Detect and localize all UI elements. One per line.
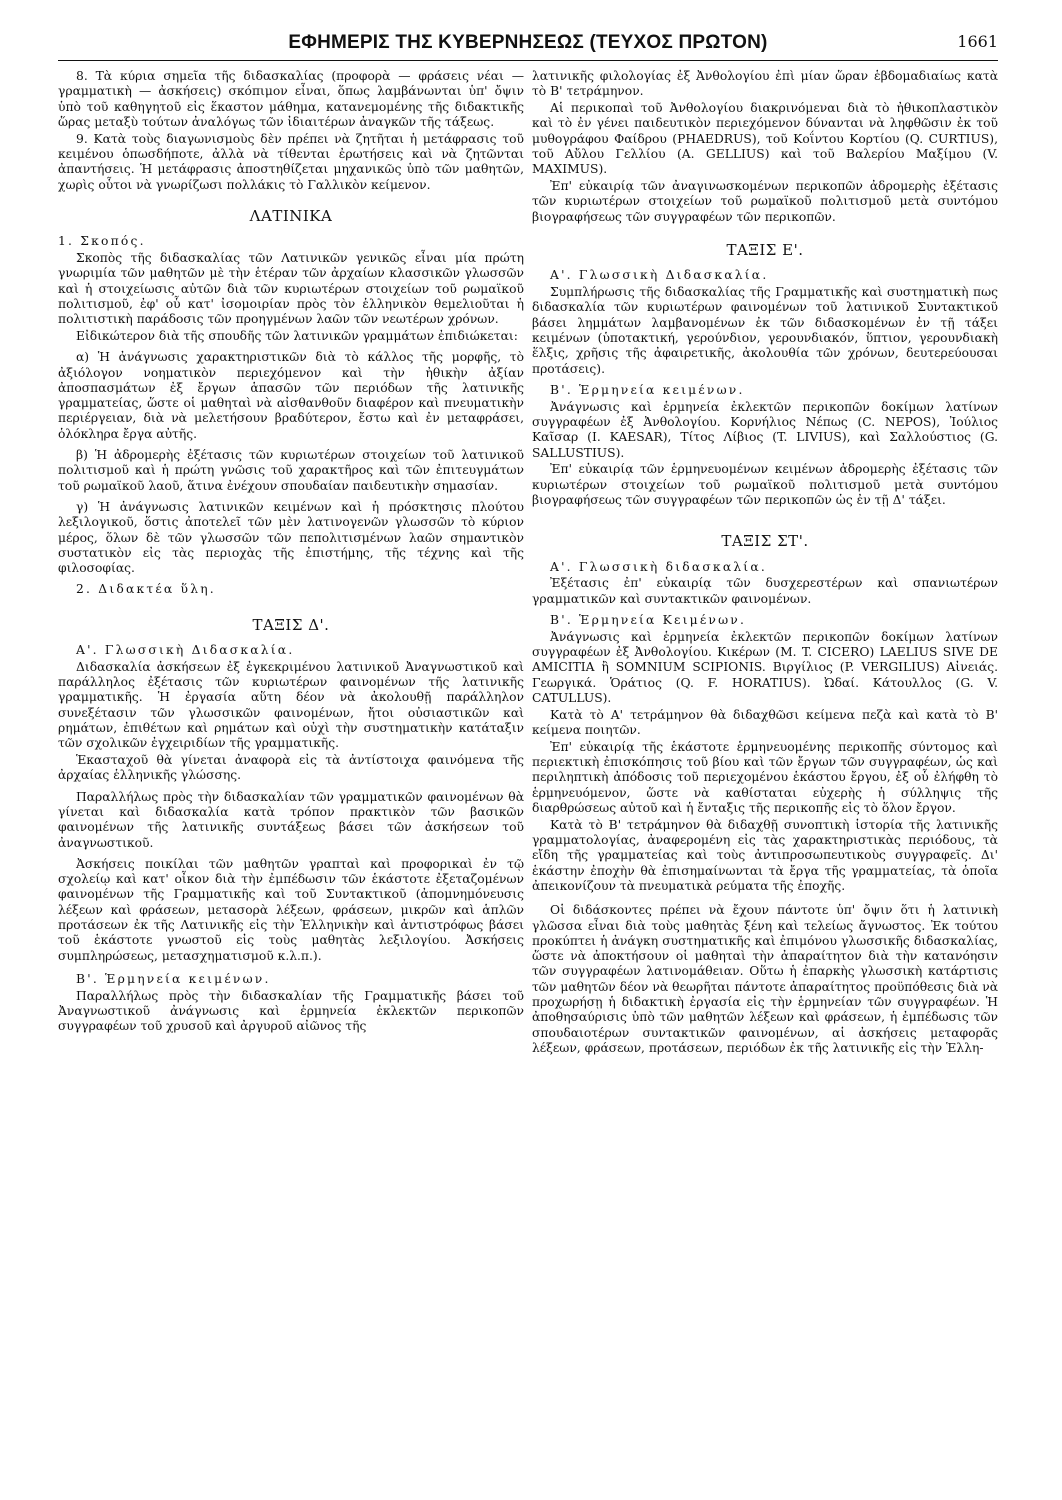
st-ermineia-paragraph-4: Κατὰ τὸ Β' τετράμηνον θὰ διδαχθῇ συνοπτικὴ ἱστορία τῆς λατινικῆς γραμματολογίας, ἀναφερομένη εἰς τὰς χαρακτηριστικὰς περιόδους, τὰ εἴδη τῆς γραμματείας καὶ τοὺς ἀντιπροσωπευτικοὺς συγγραφεῖς. Δι' ἑκάστην ἐποχὴν θὰ ἐπισημαίνωνται τὰ ἔργα τῆς γραμματείας, τὰ ὁποῖα ἀπεικονίζουν τὰ πνευματικὰ ρεύματα τῆς ἐποχῆς. — [532, 817, 998, 893]
continued-paragraph: λατινικῆς φιλολογίας ἐξ Ἀνθολογίου ἐπὶ μίαν ὥραν ἑβδομαδιαίως κατὰ τὸ Β' τετράμηνον. — [532, 69, 998, 99]
st-ermineia-paragraph-2: Κατὰ τὸ Α' τετράμηνον θὰ διδαχθῶσι κείμενα πεζὰ καὶ κατὰ τὸ Β' κείμενα ποιητῶν. — [532, 707, 998, 737]
skopos-item-b: β) Ἡ ἀδρομερὴς ἐξέτασις τῶν κυριωτέρων στοιχείων τοῦ λατινικοῦ πολιτισμοῦ καὶ ἡ πρώτη γνῶσις τοῦ χαρακτῆρος καὶ τῶν ἐπιτευγμάτων τοῦ ρωμαϊκοῦ λαοῦ, ἅτινα ἐνέχουν σπουδαίαν παιδευτικὴν σημασίαν. — [58, 448, 524, 493]
d-glossiki-paragraph-4: Ἀσκήσεις ποικίλαι τῶν μαθητῶν γραπταὶ καὶ προφορικαὶ ἐν τῷ σχολείῳ καὶ κατ' οἶκον διὰ τὴν ἐμπέδωσιν τῶν ἑκάστοτε ἐξεταζομένων φαινομένων τῆς Γραμματικῆς καὶ τοῦ Συντακτικοῦ (ἀπομνημόνευσις λέξεων καὶ φράσεων, μετασορὰ λέξεων, φράσεων, μικρῶν καὶ ἁπλῶν προτάσεων ἐκ τῆς Λατινικῆς εἰς τὴν Ἑλληνικὴν καὶ ἀντιστρόφως βάσει τοῦ ἑκάστοτε γνωστοῦ εἰς τοὺς μαθητὰς λεξιλογίου. Ἀσκήσεις συμπληρώσεως, μετασχηματισμοῦ κ.λ.π.). — [58, 856, 524, 963]
left-column — [58, 69, 524, 1058]
skopos-item-c: γ) Ἡ ἀνάγνωσις λατινικῶν κειμένων καὶ ἡ πρόσκτησις πλούτου λεξιλογικοῦ, ὅστις ἀποτελεῖ τῶν μὲν λατινογενῶν γλωσσῶν τὸ κύριον μέρος, ὅλων δὲ τῶν γλωσσῶν τῶν πεπολιτισμένων λαῶν σημαντικὸν συστατικὸν εἰς τὰς περιοχὰς τῆς ἐπιστήμης, τῆς τέχνης καὶ τῆς φιλοσοφίας. — [58, 499, 524, 576]
heading-st-glossiki: Α'. Γλωσσικὴ διδασκαλία. — [550, 559, 767, 574]
heading-d-ermineia: Β'. Ἑρμηνεία κειμένων. — [76, 971, 271, 986]
st-glossiki-paragraph-1: Ἐξέτασις ἐπ' εὐκαιρίᾳ τῶν δυσχερεστέρων καὶ σπανιωτέρων γραμματικῶν καὶ συντακτικῶν φαινομένων. — [532, 576, 998, 606]
section-title-taxis-e: ΤΑΞΙΣ Ε'. — [726, 240, 804, 259]
heading-e-glossiki: Α'. Γλωσσικὴ Διδασκαλία. — [550, 268, 769, 283]
e-ermineia-paragraph-2: Ἐπ' εὐκαιρίᾳ τῶν ἑρμηνευομένων κειμένων ἀδρομερὴς ἐξέτασις τῶν κυριωτέρων στοιχείων τοῦ ρωμαϊκοῦ πολιτισμοῦ μετὰ συντόμου βιογραφήσεως τῶν συγγραφέων τῶν περικοπῶν ὡς ἐν τῇ Δ' τάξει. — [532, 462, 998, 507]
paragraph-9: 9. Κατὰ τοὺς διαγωνισμοὺς δὲν πρέπει νὰ ζητῆται ἡ μετάφρασις τοῦ κειμένου ὁπωσδήποτε, ἀλλὰ νὰ τίθενται ἐρωτήσεις καὶ νὰ ζητῶνται ἀπαντήσεις. Ἡ μετάφρασις ἀποστηθίζεται μηχανικῶς ὑπὸ τῶν μαθητῶν, χωρὶς οὗτοι νὰ γνωρίζωσι πολλάκις τὸ Γαλλικὸν κείμενον. — [58, 131, 524, 192]
e-glossiki-paragraph-1: Συμπλήρωσις τῆς διδασκαλίας τῆς Γραμματικῆς καὶ συστηματικὴ πως διδασκαλία τῶν κυριωτέρων φαινομένων τοῦ λατινικοῦ Συντακτικοῦ βάσει λημμάτων λαμβανομένων ἐκ τῶν διδασκομένων ἐν τῇ τάξει κειμένων (ὑποτακτική, γερούνδιον, γερουνδιακόν, ὕπτιον, γερουνδιακὴ ἕλξις, χρῆσις τῆς ἀφαιρετικῆς, ἀκολουθία τῶν χρόνων, δευτερεύουσαι προτάσεις). — [532, 285, 998, 376]
right-column — [532, 69, 998, 1058]
paragraph-8: 8. Τὰ κύρια σημεῖα τῆς διδασκαλίας (προφορὰ — φράσεις νέαι — γραμματικὴ — ἀσκήσεις) σκόπιμον εἶναι, ὅπως λαμβάνωνται ὑπ' ὄψιν ὑπὸ τοῦ καθηγητοῦ εἰς ἕκαστον μάθημα, κατανεμομένης τῆς διδακτικῆς ὥρας μεταξὺ τούτων ἀναλόγως τῶν ἰδιαιτέρων ἀναγκῶν τῆς τάξεως. — [58, 69, 524, 129]
st-ermineia-paragraph-3: Ἐπ' εὐκαιρίᾳ τῆς ἑκάστοτε ἑρμηνευομένης περικοπῆς σύντομος καὶ περιεκτικὴ ἐπισκόπησις τοῦ βίου καὶ τῶν ἔργων τῶν συγγραφέων, ὡς καὶ περιληπτικὴ ἀπόδοσις τοῦ περιεχομένου ἑκάστου ἔργου, ἐξ οὗ ἐλήφθη τὸ ἑρμηνευόμενον, ὥστε νὰ καθίσταται εὐχερὴς ἡ σύλληψις τῆς διαρθρώσεως αὐτοῦ καὶ ἡ ἔνταξις τῆς περικοπῆς εἰς τὸ ὅλον ἔργον. — [532, 739, 998, 815]
heading-skopos: 1. Σκοπός. — [58, 234, 146, 249]
d-ermineia-paragraph-1: Παραλλήλως πρὸς τὴν διδασκαλίαν τῆς Γραμματικῆς βάσει τοῦ Ἀναγνωστικοῦ ἀνάγνωσις καὶ ἑρμηνεία ἐκλεκτῶν περικοπῶν συγγραφέων τοῦ χρυσοῦ καὶ ἀργυροῦ αἰῶνος τῆς — [58, 988, 524, 1034]
right-paragraph-2: Αἱ περικοπαὶ τοῦ Ἀνθολογίου διακρινόμεναι διὰ τὸ ἠθικοπλαστικὸν καὶ τὸ ἐν γένει παιδευτικὸν περιεχόμενον δύνανται νὰ ληφθῶσιν ἐκ τοῦ μυθογράφου Φαίδρου (PHAEDRUS), τοῦ Κοΐντου Κορτίου (Q. CURTIUS), τοῦ Αὔλου Γελλίου (A. GELLIUS) καὶ τοῦ Βαλερίου Μαξίμου (V. MAXIMUS). — [532, 101, 998, 177]
skopos-item-a: α) Ἡ ἀνάγνωσις χαρακτηριστικῶν διὰ τὸ κάλλος τῆς μορφῆς, τὸ ἀξιόλογον νοηματικὸν περιεχόμενον καὶ τὴν ἠθικὴν ἀξίαν ἀποσπασμάτων ἐξ ἔργων ἁπασῶν τῶν περιόδων τῆς λατινικῆς γραμματείας, ὥστε οἱ μαθηταὶ νὰ αἰσθανθοῦν διαφέρον καὶ πνευματικὴν περιέργειαν, διὰ νὰ μελετήσουν βραδύτερον, ἔστω καὶ ἐν μεταφράσει, ὁλόκληρα ἔργα αὐτῆς. — [58, 350, 524, 441]
st-ermineia-paragraph-1: Ἀνάγνωσις καὶ ἑρμηνεία ἐκλεκτῶν περικοπῶν δοκίμων λατίνων συγγραφέων ἐξ Ἀνθολογίου. Κικέρων (M. T. CICERO) LAELIUS SIVE DE AMICITIA ἢ SOMNIUM SCIPIONIS. Βιργίλιος (P. VERGILIUS) Αἰνειάς. Γεωργικά. Ὁράτιος (Q. F. HORATIUS). Ὠδαί. Κάτουλλος (G. V. CATULLUS). — [532, 629, 998, 705]
gazette-title: ΕΦΗΜΕΡΙΣ ΤΗΣ ΚΥΒΕΡΝΗΣΕΩΣ (ΤΕΥΧΟΣ ΠΡΩΤΟΝ) — [288, 32, 768, 53]
e-ermineia-paragraph-1: Ἀνάγνωσις καὶ ἑρμηνεία ἐκλεκτῶν περικοπῶν δοκίμων λατίνων συγγραφέων ἐξ Ἀνθολογίου. Κορνήλιος Νέπως (C. NEPOS), Ἰούλιος Καῖσαρ (I. KAESAR), Τίτος Λίβιος (T. LIVIUS), καὶ Σαλλούστιος (G. SALLUSTIUS). — [532, 399, 998, 460]
section-title-taxis-st: ΤΑΞΙΣ ΣΤ'. — [721, 532, 809, 551]
d-glossiki-paragraph-1: Διδασκαλία ἀσκήσεων ἐξ ἐγκεκριμένου λατινικοῦ Ἀναγνωστικοῦ καὶ παράλληλος ἐξέτασις τῶν κυριωτέρων φαινομένων τῆς λατινικῆς γραμματικῆς. Ἡ ἐργασία αὕτη δέον νὰ ἀκολουθῇ παράλληλον συνεξέτασιν τῶν γλωσσικῶν φαινομένων, ἤτοι οὐσιαστικῶν καὶ ρημάτων, ἐπιθέτων καὶ ρημάτων καὶ οὐχὶ τὴν συστηματικὴν κατάταξιν τῶν σχολικῶν ἐγχειριδίων τῆς γραμματικῆς. — [58, 659, 524, 751]
skopos-paragraph-1: Σκοπὸς τῆς διδασκαλίας τῶν Λατινικῶν γενικῶς εἶναι μία πρώτη γνωριμία τῶν μαθητῶν μὲ τὴν ἑτέραν τῶν ἀρχαίων κλασσικῶν γλωσσῶν καὶ ἡ στοιχείωσις αὐτῶν διὰ τῶν κυριωτέρων στοιχείων τοῦ ρωμαϊκοῦ πολιτισμοῦ, ἐφ' οὗ κατ' ἰσομοιρίαν πρὸς τὸν ἑλληνικὸν θεμελιοῦται ἡ πολιτιστικὴ παράδοσις τῶν προηγμένων λαῶν τῶν νεωτέρων χρόνων. — [58, 250, 524, 327]
d-glossiki-paragraph-2: Ἑκασταχοῦ θὰ γίνεται ἀναφορὰ εἰς τὰ ἀντίστοιχα φαινόμενα τῆς ἀρχαίας ἑλληνικῆς γλώσσης. — [58, 753, 524, 783]
heading-st-ermineia: Β'. Ἑρμηνεία Κειμένων. — [550, 612, 747, 627]
page-number: 1661 — [957, 32, 998, 51]
heading-didaktea-yli: 2. Διδακτέα ὕλη. — [76, 582, 216, 597]
page-header — [58, 28, 998, 61]
right-paragraph-3: Ἐπ' εὐκαιρίᾳ τῶν ἀναγινωσκομένων περικοπῶν ἀδρομερὴς ἐξέτασις τῶν κυριωτέρων στοιχείων τοῦ ρωμαϊκοῦ πολιτισμοῦ μετὰ συντόμου βιογραφήσεως τῶν συγγραφέων τῶν περικοπῶν. — [532, 179, 998, 224]
heading-d-glossiki: Α'. Γλωσσικὴ Διδασκαλία. — [76, 643, 295, 657]
skopos-paragraph-2: Εἰδικώτερον διὰ τῆς σπουδῆς τῶν λατινικῶν γραμμάτων ἐπιδιώκεται: — [76, 328, 518, 343]
heading-e-ermineia: Β'. Ἑρμηνεία κειμένων. — [550, 382, 745, 397]
d-glossiki-paragraph-3: Παραλλήλως πρὸς τὴν διδασκαλίαν τῶν γραμματικῶν φαινομένων θὰ γίνεται καὶ διδασκαλία κατὰ τρόπον πρακτικὸν τῶν βασικῶν φαινομένων τῆς λατινικῆς συντάξεως βάσει τῶν ἀσκήσεων τοῦ ἀναγνωστικοῦ. — [58, 789, 524, 850]
section-title-latinika: ΛΑΤΙΝΙΚΑ — [249, 206, 333, 225]
text-columns — [58, 69, 998, 1058]
st-ermineia-paragraph-5: Οἱ διδάσκοντες πρέπει νὰ ἔχουν πάντοτε ὑπ' ὄψιν ὅτι ἡ λατινικὴ γλῶσσα εἶναι διὰ τοὺς μαθητὰς ξένη καὶ τελείως ἄγνωστος. Ἐκ τούτου προκύπτει ἡ ἀνάγκη συστηματικῆς καὶ ἐπιμόνου γλωσσικῆς διδασκαλίας, ὥστε νὰ ἀποκτήσουν οἱ μαθηταὶ τὴν ἀπαραίτητον διὰ τὴν κατανόησιν τῶν συγγραφέων λατινομάθειαν. Οὕτω ἡ ἐπαρκὴς γλωσσικὴ κατάρτισις τῶν μαθητῶν δέον νὰ θεωρῆται πάντοτε ἀπαραίτητος προϋπόθεσις διὰ νὰ προχωρήσῃ ἡ διδακτικὴ ἐργασία εἰς τὴν ἑρμηνείαν τῶν συγγραφέων. Ἡ ἀποθησαύρισις ὑπὸ τῶν μαθητῶν λέξεων καὶ φράσεων, ἡ ἐμπέδωσις τῶν σπουδαιοτέρων συντακτικῶν φαινομένων, αἱ ἀσκήσεις μεταφορᾶς λέξεων, φράσεων, προτάσεων, περιόδων ἐκ τῆς λατινικῆς εἰς τὴν Ἑλλη- — [532, 903, 998, 1055]
section-title-taxis-d: ΤΑΞΙΣ Δ'. — [252, 615, 330, 634]
